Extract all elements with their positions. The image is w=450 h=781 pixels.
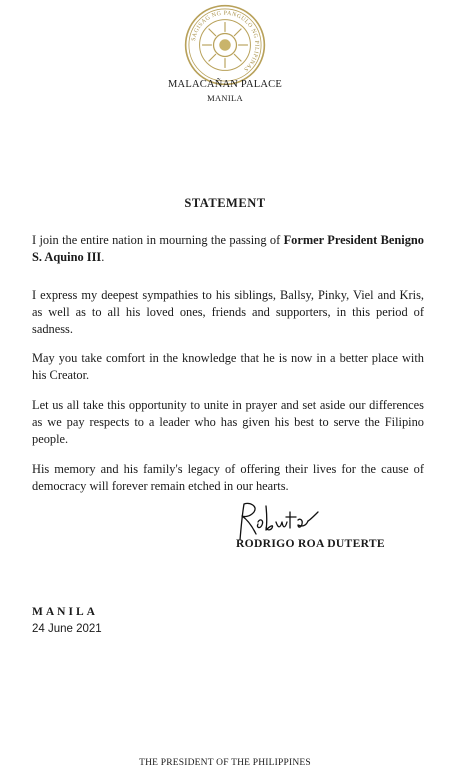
dateline-date: 24 June 2021 [32, 623, 102, 635]
paragraph-4: Let us all take this opportunity to unite in prayer and set aside our differences as we pay respects to a leader who has given his best to serve the Filipino people. [32, 398, 424, 446]
paragraph-5: His memory and his family's legacy of offering their lives for the cause of democracy will forever remain etched in our hearts. [32, 462, 424, 493]
footer-office: THE PRESIDENT OF THE PHILIPPINES [139, 758, 311, 768]
paragraph-2: I express my deepest sympathies to his siblings, Ballsy, Pinky, Viel and Kris, as well as to all his loved ones, friends and supporters, in this period of sadness. [32, 288, 424, 336]
svg-text:SAGISAG NG PANGULO NG PILIPINA: SAGISAG NG PANGULO NG PILIPINAS [190, 10, 260, 73]
paragraph-1 [32, 232, 424, 266]
dateline-place: MANILA [32, 606, 98, 618]
paragraph-3: May you take comfort in the knowledge that he is now in a better place with his Creator. [32, 351, 424, 382]
office-city: MANILA [207, 93, 243, 103]
paragraph-1-end: . [101, 250, 105, 264]
signatory-name: RODRIGO ROA DUTERTE [236, 537, 385, 550]
presidential-seal-icon [184, 4, 266, 86]
paragraph-1-text: I join the entire nation in mourning the passing of [32, 233, 284, 247]
paragraph-1-bold: Former President Benigno S. Aquino III [32, 233, 424, 264]
document-title: STATEMENT [184, 196, 266, 210]
office-name: MALACAÑAN PALACE [168, 79, 282, 90]
